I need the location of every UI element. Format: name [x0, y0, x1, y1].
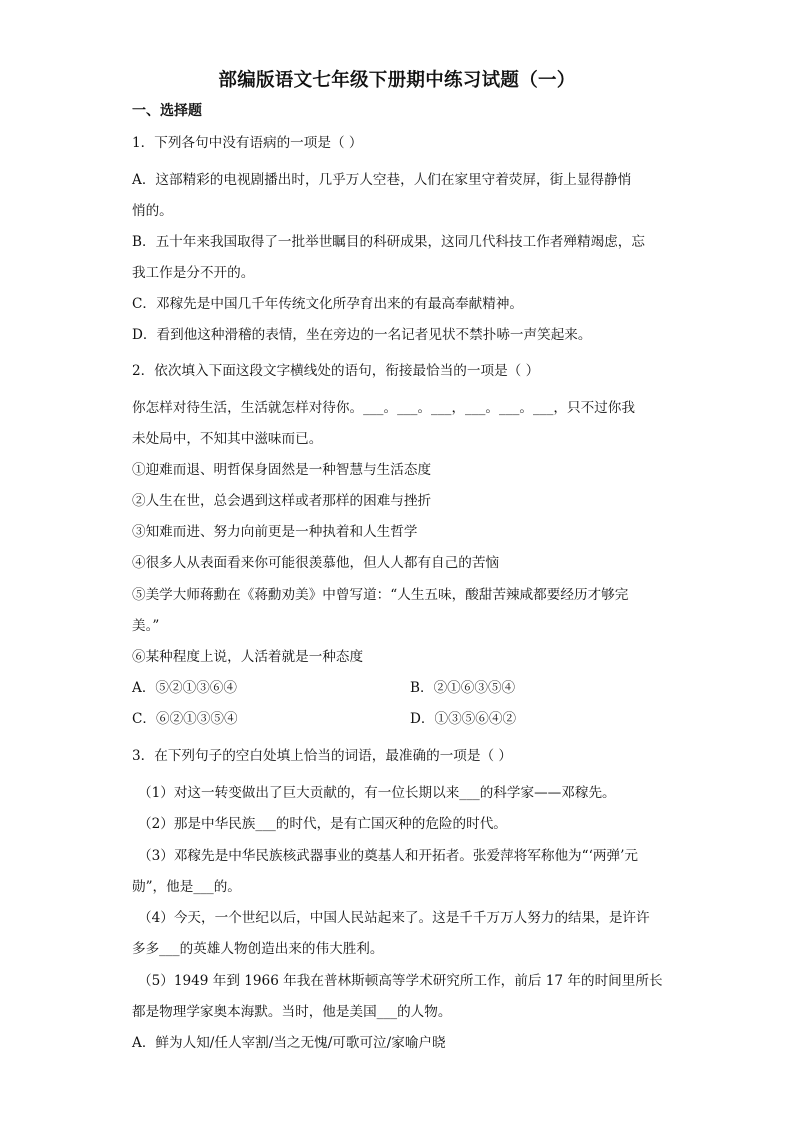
q2-passage-line2: 未处局中，不知其中滋味而已。	[132, 431, 323, 447]
q2-passage-line1: 你怎样对待生活，生活就怎样对待你。___。___。___，___。___。___，只不过你我	[132, 400, 635, 416]
question-3-stem: 3．在下列句子的空白处填上恰当的词语，最准确的一项是（ ）	[132, 748, 512, 764]
q2-item-6: ⑥某种程度上说，人活着就是一种态度	[132, 649, 364, 665]
q2-option-b: B．②①⑥③⑤④	[410, 680, 516, 696]
q1-option-b-line2: 我工作是分不开的。	[132, 265, 255, 281]
q1-option-a-line1: A．这部精彩的电视剧播出时，几乎万人空巷，人们在家里守着荧屏，街上显得静悄	[132, 172, 632, 188]
q2-option-d: D．①③⑤⑥④②	[410, 711, 517, 727]
q3-sentence-5-line1: （5）1949 年到 1966 年我在普林斯顿高等学术研究所工作，前后 17 年的时间里所长	[138, 973, 663, 989]
q3-sentence-4-line1: （4）今天，一个世纪以后，中国人民站起来了。这是千千万万人努力的结果，是许许	[138, 910, 650, 926]
q1-option-b-line1: B．五十年来我国取得了一批举世瞩目的科研成果，这同几代科技工作者殚精竭虑，忘	[132, 234, 645, 250]
q3-sentence-3-line1: （3）邓稼先是中华民族核武器事业的奠基人和开拓者。张爱萍将军称他为“‘两弹’元	[138, 848, 639, 864]
question-1-stem: 1．下列各句中没有语病的一项是（ ）	[132, 135, 363, 151]
q2-item-1: ①迎难而退、明哲保身固然是一种智慧与生活态度	[132, 462, 432, 478]
section-heading: 一、选择题	[132, 103, 202, 119]
q2-option-a: A．⑤②①③⑥④	[132, 680, 237, 696]
q3-sentence-2: （2）那是中华民族___的时代，是有亡国灭种的危险的时代。	[138, 816, 507, 832]
question-2-stem: 2．依次填入下面这段文字横线处的语句，衔接最恰当的一项是（ ）	[132, 363, 540, 379]
q1-option-a-line2: 悄的。	[132, 203, 173, 219]
q2-option-c: C．⑥②①③⑤④	[132, 711, 238, 727]
q3-sentence-4-line2: 多多___的英雄人物创造出来的伟大胜利。	[132, 941, 384, 957]
q2-item-5-line1: ⑤美学大师蒋勳在《蒋勳劝美》中曾写道：“人生五味，酸甜苦辣咸都要经历才够完	[132, 587, 629, 603]
q2-item-4: ④很多人从表面看来你可能很羡慕他，但人人都有自己的苦恼	[132, 555, 500, 571]
q1-option-d: D．看到他这种滑稽的表情，坐在旁边的一名记者见状不禁扑哧一声笑起来。	[132, 327, 592, 343]
q3-option-a: A．鲜为人知/任人宰割/当之无愧/可歌可泣/家喻户晓	[132, 1035, 446, 1051]
q1-option-c: C．邓稼先是中国几千年传统文化所孕育出来的有最高奉献精神。	[132, 296, 524, 312]
q3-sentence-5-line2: 都是物理学家奥本海默。当时，他是美国___的人物。	[132, 1004, 452, 1020]
q2-item-5-line2: 美。”	[132, 618, 160, 634]
q3-sentence-3-line2: 勋”，他是___的。	[132, 879, 241, 895]
q2-item-2: ②人生在世，总会遇到这样或者那样的困难与挫折	[132, 493, 432, 509]
q2-item-3: ③知难而进、努力向前更是一种执着和人生哲学	[132, 524, 418, 540]
q3-sentence-1: （1）对这一转变做出了巨大贡献的，有一位长期以来___的科学家——邓稼先。	[138, 785, 616, 801]
page-title: 部编版语文七年级下册期中练习试题（一）	[218, 70, 576, 91]
